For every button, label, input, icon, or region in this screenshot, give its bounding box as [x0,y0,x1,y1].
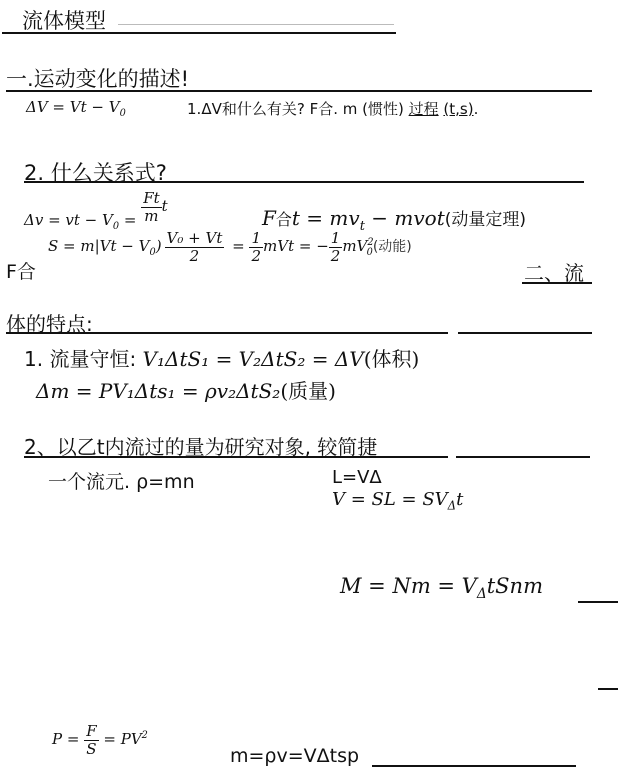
row3-underline [522,282,592,284]
mass-underline [578,601,618,603]
section3-heading: 体的特点: [6,312,93,336]
title-underline [2,32,396,34]
velocity-equation: Δv = vt − $V_0$ = $\frac{Ft}{m}$ t [24,189,168,232]
section3-underline-b [458,332,592,334]
section1-equation: $\Delta V = Vt - V_0$ [26,98,126,119]
section2-underline [24,181,584,183]
length-expression: L=VΔ [332,467,382,488]
section1-heading: 一.运动变化的描述! [6,67,190,91]
bottom-underline [372,765,576,767]
page-title: 流体模型 [22,9,106,33]
section1-question: 1.ΔV和什么有关? F合. m (惯性) 过程 (t,s). [187,100,479,118]
kinetic-energy-equation: $S = m|Vt - V_0$) $\frac{\text{V₀ + Vt}}{2}$ = $\frac{1}{2}$ mVt = − $\frac{1}{2}$ $mV^2_0$(动能) [48,229,412,265]
mass-flow-expression: m=ρv=VΔtsp [230,745,360,767]
flow-conservation-volume: 1. 流量守恒: V₁ΔtS₁ = V₂ΔtS₂ = ΔV(体积) [24,347,420,371]
section3-heading-start: 二、流 [524,261,584,285]
section1-underline [6,90,592,92]
pressure-equation: P = $\frac{F}{S}$ = $PV^2$ [52,722,148,758]
mass-expression: $M = Nm = V_\Delta tSnm$ [340,574,543,603]
title-underline-faint [118,24,394,25]
section2-heading: 2. 什么关系式? [24,161,167,185]
item2-underline-b [456,456,590,458]
section3-underline-a [6,332,448,334]
volume-expression: V = SL = $SV_\Delta t$ [332,489,464,513]
item2-text: 2、以乙t内流过的量为研究对象, 较简捷 [24,435,378,459]
momentum-theorem: F合$t = mv_t$ − mvot(动量定理) [262,206,527,234]
flow-conservation-mass: Δm = PV₁Δts₁ = ρv₂ΔtS₂(质量) [36,379,336,403]
item2-underline-a [24,456,448,458]
stray-underline [598,688,618,690]
row3-label: F合 [6,261,36,283]
fluid-element-density: 一个流元. ρ=mn [48,471,195,493]
